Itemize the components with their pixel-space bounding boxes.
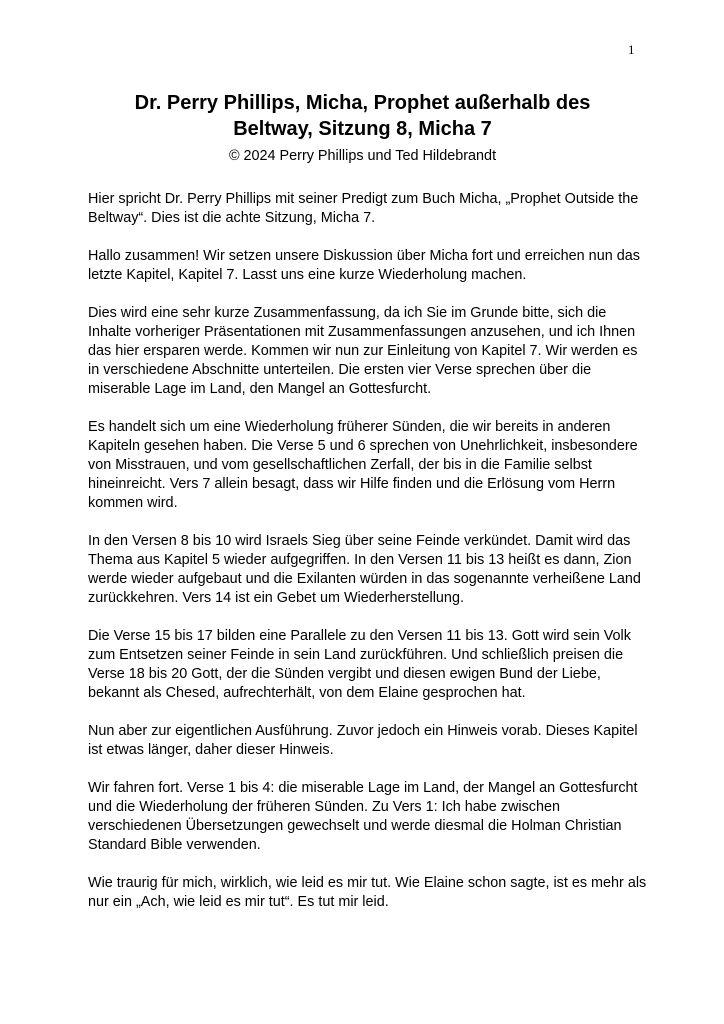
paragraph-6: Die Verse 15 bis 17 bilden eine Parallele zu den Versen 11 bis 13. Gott wird sein Volk zum Entsetzen seiner Feinde in sein Land zurückführen. Und schließlich preisen die Verse 18 bis 20 Gott, der die Sünden vergibt und diesen ewigen Bund der Liebe, bekannt als Chesed, aufrechterhält, von dem Elaine gesprochen hat. [88, 628, 631, 701]
title-line-2: Beltway, Sitzung 8, Micha 7 [233, 118, 492, 140]
document-title [85, 90, 640, 142]
document-body [88, 190, 648, 931]
paragraph-1: Hier spricht Dr. Perry Phillips mit seiner Predigt zum Buch Micha, „Prophet Outside the Beltway“. Dies ist die achte Sitzung, Micha 7. [88, 191, 639, 226]
paragraph-4: Es handelt sich um eine Wiederholung früherer Sünden, die wir bereits in anderen Kapiteln gesehen haben. Die Verse 5 und 6 sprechen von Unehrlichkeit, insbesondere von Misstrauen, und vom gesellschaftlichen Zerfall, der bis in die Familie selbst hineinreicht. Vers 7 allein besagt, dass wir Hilfe finden und die Erlösung vom Herrn kommen wird. [88, 419, 638, 511]
paragraph-7: Nun aber zur eigentlichen Ausführung. Zuvor jedoch ein Hinweis vorab. Dieses Kapitel ist etwas länger, daher dieser Hinweis. [88, 723, 638, 758]
title-line-1: Dr. Perry Phillips, Micha, Prophet außerhalb des [134, 92, 591, 114]
paragraph-9: Wie traurig für mich, wirklich, wie leid es mir tut. Wie Elaine schon sagte, ist es mehr als nur ein „Ach, wie leid es mir tut“. Es tut mir leid. [88, 875, 647, 910]
document-header [85, 90, 640, 167]
paragraph-8: Wir fahren fort. Verse 1 bis 4: die miserable Lage im Land, der Mangel an Gottesfurcht und die Wiederholung der früheren Sünden. Zu Vers 1: Ich habe zwischen verschiedenen Übersetzungen gewechselt und werde diesmal die Holman Christian Standard Bible verwenden. [88, 780, 638, 853]
paragraph-3: Dies wird eine sehr kurze Zusammenfassung, da ich Sie im Grunde bitte, sich die Inhalte vorheriger Präsentationen mit Zusammenfassungen anzusehen, und ich Ihnen das hier ersparen werde. Kommen wir nun zur Einleitung von Kapitel 7. Wir werden es in verschiedene Abschnitte unterteilen. Die ersten vier Verse sprechen über die miserable Lage im Land, den Mangel an Gottesfurcht. [88, 305, 638, 397]
paragraph-5: In den Versen 8 bis 10 wird Israels Sieg über seine Feinde verkündet. Damit wird das Thema aus Kapitel 5 wieder aufgegriffen. In den Versen 11 bis 13 heißt es dann, Zion werde wieder aufgebaut und die Exilanten würden in das sogenannte verheißene Land zurückkehren. Vers 14 ist ein Gebet um Wiederherstellung. [88, 533, 641, 606]
copyright-line: © 2024 Perry Phillips und Ted Hildebrandt [228, 148, 497, 164]
page-number: 1 [628, 42, 635, 57]
paragraph-2: Hallo zusammen! Wir setzen unsere Diskussion über Micha fort und erreichen nun das letzte Kapitel, Kapitel 7. Lasst uns eine kurze Wiederholung machen. [88, 248, 640, 283]
